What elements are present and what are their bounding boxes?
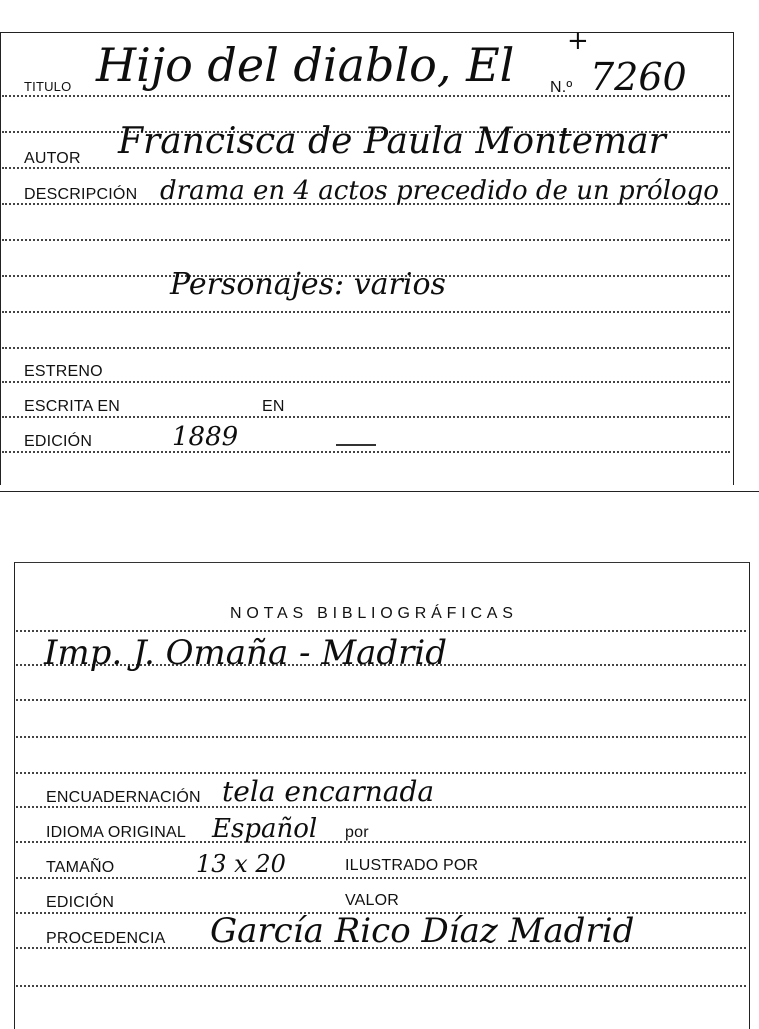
field-line bbox=[2, 347, 730, 349]
field-line-tamano bbox=[16, 877, 746, 879]
field-line bbox=[2, 239, 730, 241]
procedencia-label: PROCEDENCIA bbox=[46, 930, 166, 947]
titulo-label: TITULO bbox=[24, 79, 72, 94]
descripcion-value: drama en 4 actos precedido de un prólogo bbox=[160, 176, 719, 206]
field-line-edicion bbox=[2, 451, 730, 453]
por-label: por bbox=[345, 824, 369, 841]
field-line-escrita bbox=[2, 416, 730, 418]
notes-value: Imp. J. Omaña - Madrid bbox=[44, 633, 448, 673]
field-line-idioma bbox=[16, 841, 746, 843]
estreno-label: ESTRENO bbox=[24, 363, 103, 380]
tamano-value: 13 x 20 bbox=[196, 850, 286, 878]
en-label: EN bbox=[262, 398, 285, 415]
edicion-value: 1889 bbox=[172, 422, 239, 452]
field-line-estreno bbox=[2, 381, 730, 383]
field-line bbox=[16, 985, 746, 987]
encuadernacion-label: ENCUADERNACIÓN bbox=[46, 789, 201, 806]
notes-line bbox=[16, 772, 746, 774]
pen-stroke bbox=[336, 444, 376, 446]
field-line-autor bbox=[2, 167, 730, 169]
escrita-en-label: ESCRITA EN bbox=[24, 398, 120, 415]
titulo-value: Hijo del diablo, El bbox=[96, 38, 515, 92]
ilustrado-por-label: ILUSTRADO POR bbox=[345, 857, 479, 874]
personajes-value: Personajes: varios bbox=[170, 267, 446, 302]
notas-heading: NOTAS BIBLIOGRÁFICAS bbox=[230, 605, 518, 622]
descripcion-label: DESCRIPCIÓN bbox=[24, 186, 138, 203]
card-separator bbox=[0, 491, 759, 492]
edicion-label-bottom: EDICIÓN bbox=[46, 894, 115, 911]
valor-label: VALOR bbox=[345, 892, 400, 909]
numero-value: 7260 bbox=[590, 55, 687, 99]
autor-label: AUTOR bbox=[24, 150, 81, 167]
notes-line bbox=[16, 736, 746, 738]
notes-line bbox=[16, 699, 746, 701]
field-line bbox=[2, 311, 730, 313]
idioma-original-value: Español bbox=[212, 814, 318, 844]
autor-value: Francisca de Paula Montemar bbox=[118, 121, 666, 162]
numero-mark: + bbox=[567, 26, 589, 56]
idioma-original-label: IDIOMA ORIGINAL bbox=[46, 824, 186, 841]
numero-label: N.º bbox=[550, 79, 573, 96]
edicion-label: EDICIÓN bbox=[24, 433, 93, 450]
encuadernacion-value: tela encarnada bbox=[222, 775, 435, 808]
procedencia-value: García Rico Díaz Madrid bbox=[210, 911, 635, 951]
notes-line bbox=[16, 630, 746, 632]
tamano-label: TAMAÑO bbox=[46, 859, 115, 876]
